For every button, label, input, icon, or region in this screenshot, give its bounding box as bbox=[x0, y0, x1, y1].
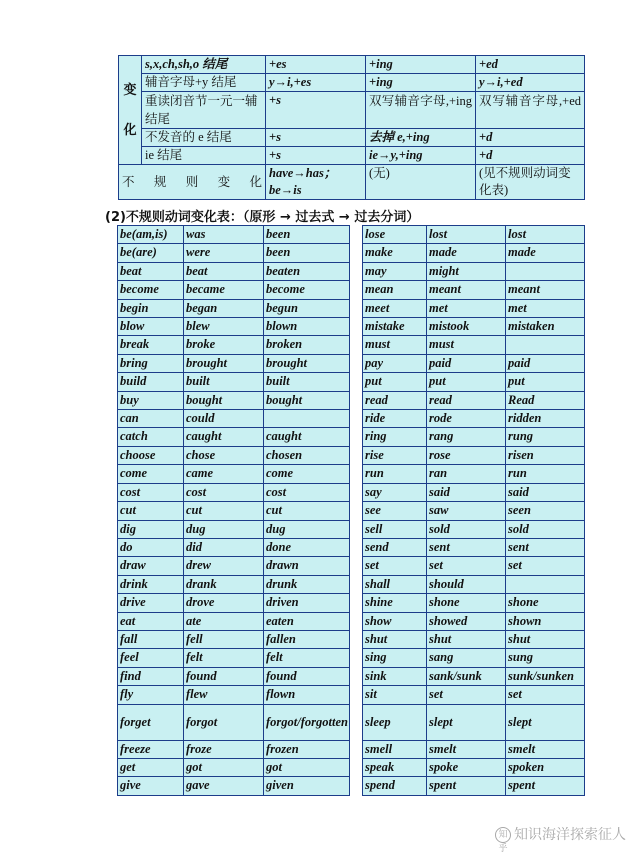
verb-row bbox=[118, 336, 350, 354]
base-form: blow bbox=[118, 318, 184, 336]
past-participle: set bbox=[506, 686, 585, 704]
base-form: buy bbox=[118, 391, 184, 409]
past-tense: sold bbox=[427, 520, 506, 538]
past-tense: blew bbox=[184, 318, 264, 336]
past-tense: set bbox=[427, 557, 506, 575]
past-participle: dug bbox=[264, 520, 350, 538]
base-form: lose bbox=[363, 226, 427, 244]
past-tense: bought bbox=[184, 391, 264, 409]
past-tense: ran bbox=[427, 465, 506, 483]
base-form: shut bbox=[363, 630, 427, 648]
past-participle: eaten bbox=[264, 612, 350, 630]
verb-row bbox=[118, 226, 350, 244]
past-tense: ate bbox=[184, 612, 264, 630]
base-form: say bbox=[363, 483, 427, 501]
verb-row bbox=[363, 354, 585, 372]
rule-ing-form: +ing bbox=[366, 56, 476, 74]
rule-third-person: +s bbox=[266, 129, 366, 147]
verb-row bbox=[118, 410, 350, 428]
watermark-text: 知识海洋探索征人 bbox=[514, 827, 626, 843]
past-tense: spoke bbox=[427, 758, 506, 776]
past-tense: said bbox=[427, 483, 506, 501]
past-tense: broke bbox=[184, 336, 264, 354]
past-participle: felt bbox=[264, 649, 350, 667]
base-form: see bbox=[363, 502, 427, 520]
rule-third-person: +s bbox=[266, 147, 366, 165]
past-participle: been bbox=[264, 244, 350, 262]
watermark bbox=[495, 824, 626, 854]
base-form: sleep bbox=[363, 704, 427, 740]
past-tense: became bbox=[184, 281, 264, 299]
base-form: must bbox=[363, 336, 427, 354]
base-form: meet bbox=[363, 299, 427, 317]
verb-row bbox=[363, 557, 585, 575]
past-tense: began bbox=[184, 299, 264, 317]
past-participle: frozen bbox=[264, 740, 350, 758]
base-form: can bbox=[118, 410, 184, 428]
irregular-third-person: have→has；be→is bbox=[266, 165, 366, 200]
past-participle: built bbox=[264, 373, 350, 391]
irregular-verbs-left-table bbox=[117, 225, 350, 796]
section-title: (2)不规则动词变化表：（原形 → 过去式 → 过去分词） bbox=[105, 210, 420, 225]
verb-row bbox=[118, 630, 350, 648]
verb-row bbox=[363, 244, 585, 262]
base-form: run bbox=[363, 465, 427, 483]
past-participle: ridden bbox=[506, 410, 585, 428]
past-participle: sung bbox=[506, 649, 585, 667]
past-participle: paid bbox=[506, 354, 585, 372]
verb-row bbox=[363, 520, 585, 538]
past-participle: brought bbox=[264, 354, 350, 372]
past-participle: shut bbox=[506, 630, 585, 648]
base-form: cost bbox=[118, 483, 184, 501]
verb-row bbox=[118, 520, 350, 538]
irregular-verbs-right-table bbox=[362, 225, 585, 796]
base-form: catch bbox=[118, 428, 184, 446]
past-tense: was bbox=[184, 226, 264, 244]
past-participle: flown bbox=[264, 686, 350, 704]
base-form: beat bbox=[118, 262, 184, 280]
past-participle: mistaken bbox=[506, 318, 585, 336]
verb-row bbox=[118, 465, 350, 483]
rule-row bbox=[119, 56, 585, 74]
past-participle bbox=[506, 336, 585, 354]
verb-row bbox=[363, 649, 585, 667]
past-participle: shown bbox=[506, 612, 585, 630]
past-participle bbox=[506, 262, 585, 280]
base-form: fall bbox=[118, 630, 184, 648]
base-form: be(am,is) bbox=[118, 226, 184, 244]
past-participle: Read bbox=[506, 391, 585, 409]
verb-row bbox=[363, 318, 585, 336]
verb-row bbox=[118, 318, 350, 336]
base-form: draw bbox=[118, 557, 184, 575]
verb-row bbox=[118, 740, 350, 758]
past-participle: forgot/forgotten bbox=[264, 704, 350, 740]
past-tense: dug bbox=[184, 520, 264, 538]
verb-row bbox=[363, 410, 585, 428]
rule-row bbox=[119, 129, 585, 147]
rule-ing-form: 双写辅音字母,+ing bbox=[366, 92, 476, 129]
base-form: send bbox=[363, 538, 427, 556]
verb-row bbox=[118, 594, 350, 612]
past-tense: paid bbox=[427, 354, 506, 372]
past-participle: spoken bbox=[506, 758, 585, 776]
base-form: be(are) bbox=[118, 244, 184, 262]
past-tense: caught bbox=[184, 428, 264, 446]
rule-ending: 辅音字母+y 结尾 bbox=[142, 74, 266, 92]
verb-row bbox=[118, 777, 350, 795]
past-participle: rung bbox=[506, 428, 585, 446]
past-participle: made bbox=[506, 244, 585, 262]
verb-row bbox=[363, 575, 585, 593]
verb-row bbox=[363, 740, 585, 758]
past-tense: mistook bbox=[427, 318, 506, 336]
verb-row bbox=[363, 483, 585, 501]
irregular-rule-row bbox=[119, 165, 585, 200]
base-form: rise bbox=[363, 446, 427, 464]
base-form: break bbox=[118, 336, 184, 354]
base-form: sell bbox=[363, 520, 427, 538]
rule-ed-form: +d bbox=[476, 129, 585, 147]
base-form: shine bbox=[363, 594, 427, 612]
past-participle: blown bbox=[264, 318, 350, 336]
past-tense: drank bbox=[184, 575, 264, 593]
past-tense: set bbox=[427, 686, 506, 704]
base-form: eat bbox=[118, 612, 184, 630]
rule-ing-form: 去掉 e,+ing bbox=[366, 129, 476, 147]
base-form: put bbox=[363, 373, 427, 391]
past-participle: begun bbox=[264, 299, 350, 317]
rule-row bbox=[119, 74, 585, 92]
base-form: make bbox=[363, 244, 427, 262]
base-form: freeze bbox=[118, 740, 184, 758]
base-form: mean bbox=[363, 281, 427, 299]
past-tense: rode bbox=[427, 410, 506, 428]
verb-row bbox=[363, 373, 585, 391]
verb-row bbox=[118, 262, 350, 280]
past-participle: lost bbox=[506, 226, 585, 244]
past-tense: sent bbox=[427, 538, 506, 556]
rule-third-person: +es bbox=[266, 56, 366, 74]
verb-row bbox=[118, 649, 350, 667]
base-form: set bbox=[363, 557, 427, 575]
rule-ed-form: y→i,+ed bbox=[476, 74, 585, 92]
base-form: build bbox=[118, 373, 184, 391]
past-participle: slept bbox=[506, 704, 585, 740]
verb-row bbox=[118, 686, 350, 704]
base-form: read bbox=[363, 391, 427, 409]
base-form: may bbox=[363, 262, 427, 280]
verb-row bbox=[363, 594, 585, 612]
verb-row bbox=[118, 612, 350, 630]
past-tense: smelt bbox=[427, 740, 506, 758]
past-tense: sank/sunk bbox=[427, 667, 506, 685]
past-tense: should bbox=[427, 575, 506, 593]
rule-ending: 不发音的 e 结尾 bbox=[142, 129, 266, 147]
past-participle: become bbox=[264, 281, 350, 299]
verb-row bbox=[363, 428, 585, 446]
base-form: do bbox=[118, 538, 184, 556]
past-tense: gave bbox=[184, 777, 264, 795]
watermark-logo: 知乎 bbox=[495, 827, 511, 843]
past-participle: fallen bbox=[264, 630, 350, 648]
irregular-rule-label: 不规则变化 bbox=[119, 165, 266, 200]
verb-row bbox=[363, 299, 585, 317]
past-participle: set bbox=[506, 557, 585, 575]
verb-row bbox=[118, 373, 350, 391]
rule-ed-form: +ed bbox=[476, 56, 585, 74]
past-participle: come bbox=[264, 465, 350, 483]
verb-row bbox=[118, 299, 350, 317]
past-participle: met bbox=[506, 299, 585, 317]
verb-row bbox=[363, 391, 585, 409]
past-tense: put bbox=[427, 373, 506, 391]
past-participle: shone bbox=[506, 594, 585, 612]
past-participle: drunk bbox=[264, 575, 350, 593]
past-tense: could bbox=[184, 410, 264, 428]
past-participle: got bbox=[264, 758, 350, 776]
past-participle: broken bbox=[264, 336, 350, 354]
past-participle: done bbox=[264, 538, 350, 556]
past-tense: froze bbox=[184, 740, 264, 758]
base-form: drink bbox=[118, 575, 184, 593]
base-form: drive bbox=[118, 594, 184, 612]
past-tense: came bbox=[184, 465, 264, 483]
rule-ending: ie 结尾 bbox=[142, 147, 266, 165]
past-participle: chosen bbox=[264, 446, 350, 464]
past-participle bbox=[506, 575, 585, 593]
base-form: feel bbox=[118, 649, 184, 667]
past-tense: rose bbox=[427, 446, 506, 464]
past-participle: meant bbox=[506, 281, 585, 299]
past-tense: spent bbox=[427, 777, 506, 795]
past-tense: saw bbox=[427, 502, 506, 520]
base-form: choose bbox=[118, 446, 184, 464]
verb-row bbox=[118, 281, 350, 299]
verb-row bbox=[363, 281, 585, 299]
past-tense: chose bbox=[184, 446, 264, 464]
past-tense: beat bbox=[184, 262, 264, 280]
base-form: cut bbox=[118, 502, 184, 520]
base-form: find bbox=[118, 667, 184, 685]
verb-row bbox=[363, 446, 585, 464]
base-form: spend bbox=[363, 777, 427, 795]
past-participle: found bbox=[264, 667, 350, 685]
past-tense: lost bbox=[427, 226, 506, 244]
verb-row bbox=[118, 538, 350, 556]
past-tense: meant bbox=[427, 281, 506, 299]
verb-row bbox=[118, 446, 350, 464]
past-tense: got bbox=[184, 758, 264, 776]
base-form: fly bbox=[118, 686, 184, 704]
base-form: mistake bbox=[363, 318, 427, 336]
verb-row bbox=[363, 777, 585, 795]
verb-rules-table bbox=[118, 55, 585, 200]
verb-row bbox=[363, 262, 585, 280]
past-tense: cut bbox=[184, 502, 264, 520]
verb-row bbox=[363, 686, 585, 704]
past-tense: drew bbox=[184, 557, 264, 575]
past-participle: spent bbox=[506, 777, 585, 795]
verb-row bbox=[118, 428, 350, 446]
past-tense: built bbox=[184, 373, 264, 391]
irregular-ed-form: (见不规则动词变化表) bbox=[476, 165, 585, 200]
rule-ed-form: 双写辅音字母,+ed bbox=[476, 92, 585, 129]
verb-row bbox=[118, 354, 350, 372]
past-participle: risen bbox=[506, 446, 585, 464]
verb-row bbox=[118, 575, 350, 593]
base-form: forget bbox=[118, 704, 184, 740]
past-participle bbox=[264, 410, 350, 428]
verb-row bbox=[363, 465, 585, 483]
base-form: speak bbox=[363, 758, 427, 776]
verb-row bbox=[363, 502, 585, 520]
rule-row bbox=[119, 147, 585, 165]
past-tense: cost bbox=[184, 483, 264, 501]
past-tense: found bbox=[184, 667, 264, 685]
verb-row bbox=[363, 226, 585, 244]
base-form: come bbox=[118, 465, 184, 483]
verb-row bbox=[363, 758, 585, 776]
verb-row bbox=[363, 667, 585, 685]
verb-row bbox=[363, 630, 585, 648]
past-tense: must bbox=[427, 336, 506, 354]
past-tense: showed bbox=[427, 612, 506, 630]
base-form: shall bbox=[363, 575, 427, 593]
rule-ing-form: +ing bbox=[366, 74, 476, 92]
past-tense: did bbox=[184, 538, 264, 556]
past-participle: driven bbox=[264, 594, 350, 612]
rule-ending: s,x,ch,sh,o 结尾 bbox=[142, 56, 266, 74]
verb-row bbox=[118, 244, 350, 262]
past-participle: sold bbox=[506, 520, 585, 538]
base-form: dig bbox=[118, 520, 184, 538]
past-participle: seen bbox=[506, 502, 585, 520]
base-form: sit bbox=[363, 686, 427, 704]
past-tense: felt bbox=[184, 649, 264, 667]
past-participle: sunk/sunken bbox=[506, 667, 585, 685]
base-form: become bbox=[118, 281, 184, 299]
past-tense: drove bbox=[184, 594, 264, 612]
past-tense: might bbox=[427, 262, 506, 280]
verb-row bbox=[118, 391, 350, 409]
past-participle: cut bbox=[264, 502, 350, 520]
verb-row bbox=[118, 758, 350, 776]
base-form: smell bbox=[363, 740, 427, 758]
base-form: pay bbox=[363, 354, 427, 372]
base-form: ring bbox=[363, 428, 427, 446]
past-tense: slept bbox=[427, 704, 506, 740]
base-form: sing bbox=[363, 649, 427, 667]
rule-row bbox=[119, 92, 585, 129]
verb-row bbox=[118, 704, 350, 740]
past-tense: read bbox=[427, 391, 506, 409]
base-form: bring bbox=[118, 354, 184, 372]
base-form: show bbox=[363, 612, 427, 630]
base-form: sink bbox=[363, 667, 427, 685]
past-participle: put bbox=[506, 373, 585, 391]
verb-row bbox=[363, 704, 585, 740]
past-participle: run bbox=[506, 465, 585, 483]
past-participle: sent bbox=[506, 538, 585, 556]
verb-row bbox=[118, 667, 350, 685]
past-participle: been bbox=[264, 226, 350, 244]
base-form: ride bbox=[363, 410, 427, 428]
irregular-ing-form: (无) bbox=[366, 165, 476, 200]
past-tense: shut bbox=[427, 630, 506, 648]
rule-ing-form: ie→y,+ing bbox=[366, 147, 476, 165]
rule-third-person: +s bbox=[266, 92, 366, 129]
past-participle: given bbox=[264, 777, 350, 795]
past-participle: cost bbox=[264, 483, 350, 501]
past-tense: fell bbox=[184, 630, 264, 648]
past-participle: beaten bbox=[264, 262, 350, 280]
verb-row bbox=[363, 538, 585, 556]
past-participle: caught bbox=[264, 428, 350, 446]
verb-row bbox=[118, 557, 350, 575]
verb-row bbox=[363, 336, 585, 354]
category-label: 变化 bbox=[119, 56, 142, 165]
past-participle: smelt bbox=[506, 740, 585, 758]
past-tense: sang bbox=[427, 649, 506, 667]
past-tense: met bbox=[427, 299, 506, 317]
rule-ending: 重读闭音节一元一辅结尾 bbox=[142, 92, 266, 129]
verb-row bbox=[363, 612, 585, 630]
base-form: begin bbox=[118, 299, 184, 317]
past-participle: said bbox=[506, 483, 585, 501]
past-tense: forgot bbox=[184, 704, 264, 740]
past-tense: shone bbox=[427, 594, 506, 612]
past-tense: brought bbox=[184, 354, 264, 372]
base-form: get bbox=[118, 758, 184, 776]
past-participle: drawn bbox=[264, 557, 350, 575]
base-form: give bbox=[118, 777, 184, 795]
past-tense: flew bbox=[184, 686, 264, 704]
rule-ed-form: +d bbox=[476, 147, 585, 165]
rule-third-person: y→i,+es bbox=[266, 74, 366, 92]
past-tense: were bbox=[184, 244, 264, 262]
verb-row bbox=[118, 502, 350, 520]
past-participle: bought bbox=[264, 391, 350, 409]
verb-row bbox=[118, 483, 350, 501]
past-tense: made bbox=[427, 244, 506, 262]
past-tense: rang bbox=[427, 428, 506, 446]
